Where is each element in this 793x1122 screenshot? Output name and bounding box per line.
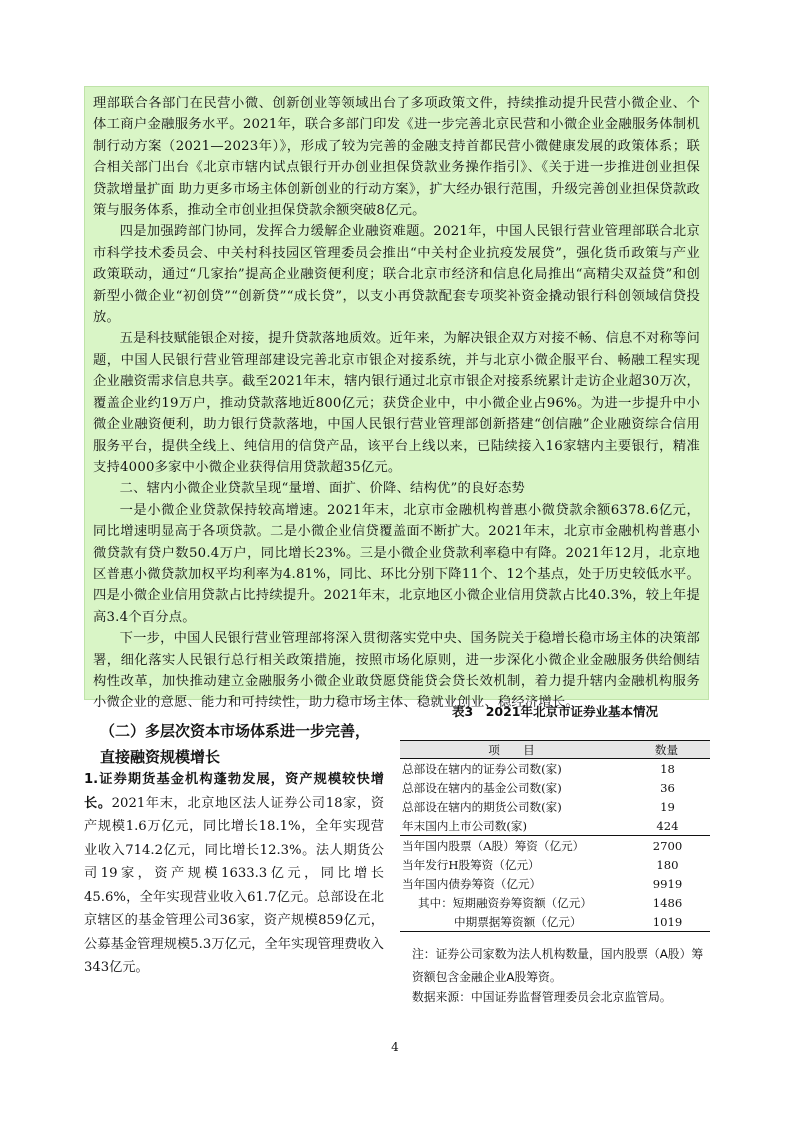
table-row bbox=[400, 855, 710, 874]
row-label: 当年国内股票（A股）筹资（亿元） bbox=[400, 836, 623, 856]
paragraph-policy-documents: 理部联合各部门在民营小微、创新创业等领域出台了多项政策文件，持续推动提升民营小微企业、个体工商户金融服务水平。2021年，联合多部门印发《进一步完善北京民营和小微企业金融服务体制机制行动方案（2021—2023年）》，形成了较为完善的金融支持首都民营小微健康发展的政策体系；联合相关部门出台《北京市辖内试点银行开办创业担保贷款业务操作指引》、《关于进一步推进创业担保贷款增量扩面 助力更多市场主体创新创业的行动方案》，扩大经办银行范围，升级完善创业担保贷款政策与服务体系，推动全市创业担保贷款余额突破8亿元。 bbox=[93, 96, 700, 219]
row-value: 18 bbox=[660, 761, 675, 776]
page-number: 4 bbox=[391, 1040, 399, 1054]
row-value: 9919 bbox=[652, 876, 683, 891]
securities-body: 2021年末，北京地区法人证券公司18家，资产规模1.6万亿元，同比增长18.1%，全年实现营业收入714.2亿元，同比增长12.3%。法人期货公司19家，资产规模1633.3亿元，同比增长45.6%，全年实现营业收入61.7亿元。总部设在北京辖区的基金管理公司36家，资产规模859亿元，公募基金管理规模5.3万亿元，全年实现管理费收入343亿元。 bbox=[84, 795, 385, 975]
paragraph-tech-matching: 五是科技赋能银企对接，提升贷款落地质效。近年来，为解决银企双方对接不畅、信息不对称等问题，中国人民银行营业管理部建设完善北京市银企对接系统，并与北京小微企服平台、畅融工程实现企业融资需求信息共享。截至2021年末，辖内银行通过北京市银企对接系统累计走访企业超30万次，覆盖企业约19万户，推动贷款落地近800亿元；获贷企业中，中小微企业占96%。为进一步提升中小微企业融资便利，助力银行贷款落地，中国人民银行营业管理部创新搭建“创信融”企业融资综合信用服务平台，提供全线上、纯信用的信贷产品，该平台上线以来，已陆续接入16家辖内主要银行，精准支持4000多家中小微企业获得信用贷款超35亿元。 bbox=[93, 331, 700, 475]
paragraph-loan-stats: 一是小微企业贷款保持较高增速。2021年末，北京市金融机构普惠小微贷款余额6378.6亿元，同比增速明显高于各项贷款。二是小微企业信贷覆盖面不断扩大。2021年末，北京市金融机构普惠小微贷款有贷户数50.4万户，同比增长23%。三是小微企业贷款利率稳中有降。2021年12月，北京地区普惠小微贷款加权平均利率为4.81%，同比、环比分别下降11个、12个基点，处于历史较低水平。四是小微企业信用贷款占比持续提升。2021年末，北京地区小微企业信用贷款占比40.3%，较上年提高3.4个百分点。 bbox=[93, 502, 700, 625]
securities-paragraph bbox=[84, 768, 384, 980]
row-label: 中期票据筹资额（亿元） bbox=[400, 912, 623, 932]
row-label: 总部设在辖内的期货公司数(家) bbox=[402, 799, 562, 814]
row-value: 1486 bbox=[652, 895, 683, 910]
paragraph-cross-department: 四是加强跨部门协同，发挥合力缓解企业融资难题。2021年，中国人民银行营业管理部联合北京市科学技术委员会、中关村科技园区管理委员会推出“中关村企业抗疫发展贷”，强化货币政策与产业政策联动，通过“几家抬”提高企业融资便利度；联合北京市经济和信息化局推出“高精尖双益贷”和创新型小微企业“初创贷”“创新贷”“成长贷”，以支小再贷款配套专项奖补资金撬动银行科创领域信贷投放。 bbox=[93, 224, 700, 326]
row-value: 180 bbox=[656, 857, 679, 872]
table-header-item: 项 目 bbox=[400, 741, 623, 759]
table-row bbox=[400, 759, 710, 779]
securities-table bbox=[400, 740, 710, 932]
row-value: 2700 bbox=[623, 836, 710, 856]
row-label: 总部设在辖内的证券公司数(家) bbox=[402, 761, 562, 776]
row-label: 其中：短期融资券筹资额（亿元） bbox=[418, 895, 592, 910]
table-row bbox=[400, 836, 710, 856]
section-heading: （二）多层次资本市场体系进一步完善，直接融资规模增长 bbox=[100, 722, 371, 766]
row-value: 36 bbox=[660, 780, 675, 795]
table-row bbox=[400, 778, 710, 797]
table-row bbox=[400, 874, 710, 893]
subheading-loan-trend: 二、辖内小微企业贷款呈现“量增、面扩、价降、结构优”的良好态势 bbox=[119, 481, 525, 497]
row-value: 19 bbox=[660, 799, 675, 814]
row-label: 当年发行H股筹资（亿元） bbox=[402, 857, 540, 872]
row-label: 当年国内债券筹资（亿元） bbox=[402, 876, 542, 891]
table-row bbox=[400, 816, 710, 836]
table-row bbox=[400, 893, 710, 912]
paragraph-next-steps: 下一步，中国人民银行营业管理部将深入贯彻落实党中央、国务院关于稳增长稳市场主体的决策部署，细化落实人民银行总行相关政策措施，按照市场化原则，进一步深化小微企业金融服务供给侧结构性改革，加快推动建立金融服务小微企业敢贷愿贷能贷会贷长效机制，着力提升辖内金融机构服务小微企业的意愿、能力和可持续性，助力稳市场主体、稳就业创业、稳经济增长。 bbox=[93, 631, 700, 711]
table-header-count: 数量 bbox=[623, 741, 710, 759]
table-note: 注：证券公司家数为法人机构数量，国内股票（A股）筹资额包含金融企业A股筹资。 bbox=[412, 947, 704, 984]
table-title: 表3 2021年北京市证券业基本情况 bbox=[452, 704, 658, 719]
table-row bbox=[400, 797, 710, 816]
row-label: 年末国内上市公司数(家) bbox=[402, 818, 527, 833]
row-value: 1019 bbox=[623, 912, 710, 932]
table-source: 数据来源：中国证券监督管理委员会北京监管局。 bbox=[412, 990, 672, 1004]
highlighted-text-block bbox=[84, 86, 709, 711]
row-value: 424 bbox=[656, 818, 679, 833]
row-label: 总部设在辖内的基金公司数(家) bbox=[402, 780, 562, 795]
table-row bbox=[400, 912, 710, 932]
securities-lead: 1.证券期货基金机构蓬勃发展，资产规模较快增长。 bbox=[84, 772, 384, 811]
